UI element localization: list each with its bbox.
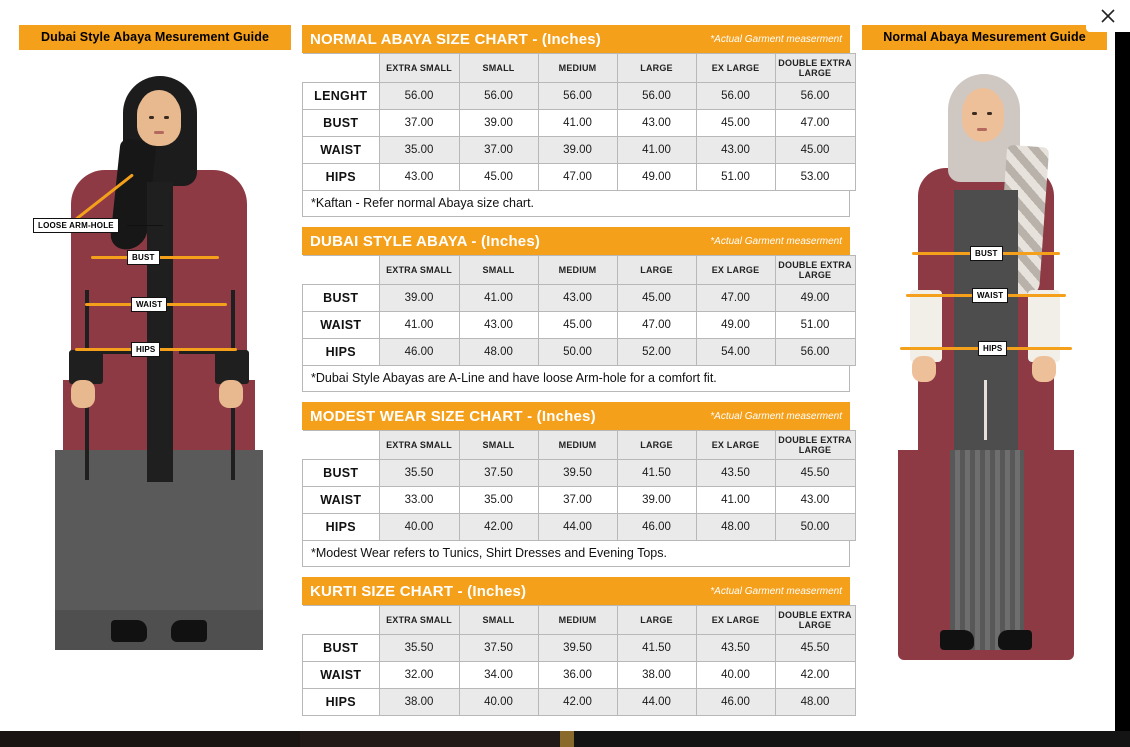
cell: 45.50 [775,635,855,662]
cell: 35.00 [459,487,538,514]
row-label: HIPS [303,514,380,541]
col-ex-large: EX LARGE [696,606,775,635]
cell: 41.50 [617,460,696,487]
abaya-hem [55,610,263,650]
row-label: WAIST [303,487,380,514]
cell: 40.00 [696,662,775,689]
row-label: BUST [303,110,380,137]
row-label: WAIST [303,137,380,164]
cell: 44.00 [538,514,617,541]
dubai-abaya-figure [19,50,291,690]
table-header-row [303,54,856,83]
table-dubai-style-abaya [302,255,856,366]
table-row [303,164,856,191]
model-hand-right [1032,356,1056,382]
col-large: LARGE [617,256,696,285]
cell: 36.00 [538,662,617,689]
callout-waist: WAIST [972,288,1008,303]
table-modest-wear [302,430,856,541]
cell: 56.00 [459,83,538,110]
col-ex-large: EX LARGE [696,256,775,285]
cell: 50.00 [775,514,855,541]
cell: 47.00 [617,312,696,339]
cell: 44.00 [617,689,696,716]
model-mouth [977,128,987,131]
strip-segment-accent [560,731,574,747]
table-corner-cell [303,256,380,285]
cell: 41.50 [617,635,696,662]
cell: 47.00 [538,164,617,191]
table-row [303,137,856,164]
cell: 51.00 [775,312,855,339]
cell: 41.00 [459,285,538,312]
cell: 43.00 [696,137,775,164]
cell: 35.00 [379,137,459,164]
row-label: HIPS [303,164,380,191]
cell: 43.00 [379,164,459,191]
col-double-extra-large: DOUBLE EXTRA LARGE [775,256,855,285]
col-ex-large: EX LARGE [696,431,775,460]
row-label: BUST [303,460,380,487]
cell: 51.00 [696,164,775,191]
cell: 56.00 [775,83,855,110]
section-header-dubai-style-abaya [302,227,850,255]
table-row [303,110,856,137]
table-row [303,460,856,487]
model-eye-right [164,116,169,119]
cell: 37.00 [459,137,538,164]
section-header-modest-wear [302,402,850,430]
row-label: WAIST [303,312,380,339]
table-corner-cell [303,606,380,635]
cell: 46.00 [696,689,775,716]
table-row [303,514,856,541]
col-double-extra-large: DOUBLE EXTRA LARGE [775,606,855,635]
abaya-sleeve-left [910,290,942,362]
strip-segment [0,731,300,747]
callout-bust: BUST [970,246,1003,261]
right-guide-column [862,25,1107,690]
model-hand-left [71,380,95,408]
table-header-row [303,431,856,460]
col-extra-small: EXTRA SMALL [379,256,459,285]
section-note: *Actual Garment measerment [710,235,842,247]
cell: 37.00 [538,487,617,514]
model-shoe-left [111,620,147,642]
cell: 48.00 [459,339,538,366]
section-note: *Actual Garment measerment [710,410,842,422]
table-corner-cell [303,54,380,83]
callout-loose-arm-hole: LOOSE ARM-HOLE [33,218,119,233]
cell: 43.00 [459,312,538,339]
cell: 43.50 [696,460,775,487]
cell: 39.00 [617,487,696,514]
table-row [303,312,856,339]
cell: 45.00 [617,285,696,312]
footnote-modest-wear: *Modest Wear refers to Tunics, Shirt Dresses and Evening Tops. [302,541,850,567]
table-row [303,339,856,366]
cell: 39.00 [459,110,538,137]
col-small: SMALL [459,606,538,635]
model-mouth [154,131,164,134]
cell: 43.50 [696,635,775,662]
col-ex-large: EX LARGE [696,54,775,83]
cell: 38.00 [617,662,696,689]
col-large: LARGE [617,431,696,460]
section-note: *Actual Garment measerment [710,585,842,597]
strip-segment [300,731,560,747]
model-shoe-right [171,620,207,642]
cell: 37.50 [459,460,538,487]
cell: 47.00 [775,110,855,137]
model-hand-right [219,380,243,408]
callout-hips: HIPS [131,342,160,357]
abaya-cuff-right [215,350,249,384]
table-kurti [302,605,856,716]
footnote-dubai-style-abaya: *Dubai Style Abayas are A-Line and have loose Arm-hole for a comfort fit. [302,366,850,392]
cell: 33.00 [379,487,459,514]
cell: 56.00 [538,83,617,110]
cell: 42.00 [775,662,855,689]
col-double-extra-large: DOUBLE EXTRA LARGE [775,54,855,83]
cell: 46.00 [617,514,696,541]
col-medium: MEDIUM [538,431,617,460]
col-double-extra-large: DOUBLE EXTRA LARGE [775,431,855,460]
cell: 54.00 [696,339,775,366]
section-header-normal-abaya [302,25,850,53]
section-title: NORMAL ABAYA SIZE CHART - (Inches) [310,30,601,48]
cell: 56.00 [617,83,696,110]
section-title: KURTI SIZE CHART - (Inches) [310,582,527,600]
cell: 45.00 [538,312,617,339]
spacer [302,567,850,577]
model-eye-right [987,112,992,115]
cell: 41.00 [538,110,617,137]
cell: 47.00 [696,285,775,312]
cell: 41.00 [696,487,775,514]
col-small: SMALL [459,431,538,460]
abaya-pleated-panel [950,450,1024,650]
cell: 35.50 [379,460,459,487]
normal-abaya-figure [862,50,1107,690]
left-panel-title: Dubai Style Abaya Mesurement Guide [19,25,291,50]
col-medium: MEDIUM [538,54,617,83]
col-large: LARGE [617,606,696,635]
col-medium: MEDIUM [538,256,617,285]
table-header-row [303,256,856,285]
cell: 49.00 [617,164,696,191]
table-row [303,635,856,662]
section-note: *Actual Garment measerment [710,33,842,45]
cell: 43.00 [775,487,855,514]
table-corner-cell [303,431,380,460]
cell: 46.00 [379,339,459,366]
cell: 50.00 [538,339,617,366]
callout-hips: HIPS [978,341,1007,356]
cell: 49.00 [696,312,775,339]
strip-segment [574,731,1130,747]
row-label: HIPS [303,339,380,366]
cell: 48.00 [696,514,775,541]
section-header-kurti [302,577,850,605]
cell: 40.00 [459,689,538,716]
col-small: SMALL [459,54,538,83]
col-extra-small: EXTRA SMALL [379,606,459,635]
cell: 41.00 [617,137,696,164]
callout-bust: BUST [127,250,160,265]
abaya-sleeve-right [1028,290,1060,362]
cell: 41.00 [379,312,459,339]
row-label: BUST [303,285,380,312]
cell: 56.00 [696,83,775,110]
cell: 39.00 [379,285,459,312]
spacer [302,392,850,402]
right-panel-title: Normal Abaya Mesurement Guide [862,25,1107,50]
cell: 32.00 [379,662,459,689]
table-row [303,487,856,514]
section-title: DUBAI STYLE ABAYA - (Inches) [310,232,541,250]
model-shoe-right [998,630,1032,650]
cell: 45.00 [775,137,855,164]
table-row [303,285,856,312]
col-medium: MEDIUM [538,606,617,635]
model-shoe-left [940,630,974,650]
cell: 43.00 [617,110,696,137]
table-normal-abaya [302,53,856,191]
left-guide-column [19,25,291,690]
cell: 35.50 [379,635,459,662]
footnote-normal-abaya: *Kaftan - Refer normal Abaya size chart. [302,191,850,217]
table-header-row [303,606,856,635]
abaya-front-placket [147,182,173,482]
cell: 53.00 [775,164,855,191]
col-extra-small: EXTRA SMALL [379,54,459,83]
col-extra-small: EXTRA SMALL [379,431,459,460]
cell: 42.00 [538,689,617,716]
table-row [303,83,856,110]
cell: 45.00 [696,110,775,137]
cell: 39.00 [538,137,617,164]
close-button[interactable] [1086,0,1130,32]
cell: 37.50 [459,635,538,662]
abaya-tassel [984,380,987,440]
cell: 48.00 [775,689,855,716]
close-icon [1098,6,1118,26]
cell: 49.00 [775,285,855,312]
table-row [303,662,856,689]
model-eye-left [972,112,977,115]
row-label: WAIST [303,662,380,689]
callout-waist: WAIST [131,297,167,312]
cell: 56.00 [775,339,855,366]
model-eye-left [149,116,154,119]
col-large: LARGE [617,54,696,83]
size-charts-column [302,25,850,716]
section-title: MODEST WEAR SIZE CHART - (Inches) [310,407,596,425]
table-row [303,689,856,716]
cell: 38.00 [379,689,459,716]
row-label: HIPS [303,689,380,716]
cell: 56.00 [379,83,459,110]
cell: 39.50 [538,460,617,487]
cell: 43.00 [538,285,617,312]
armhole-leader [127,225,163,226]
col-small: SMALL [459,256,538,285]
cell: 45.50 [775,460,855,487]
cell: 34.00 [459,662,538,689]
cell: 45.00 [459,164,538,191]
row-label: BUST [303,635,380,662]
cell: 52.00 [617,339,696,366]
page-bottom-strip [0,731,1130,747]
cell: 42.00 [459,514,538,541]
row-label: LENGHT [303,83,380,110]
cell: 39.50 [538,635,617,662]
model-hand-left [912,356,936,382]
spacer [302,217,850,227]
cell: 37.00 [379,110,459,137]
abaya-cuff-left [69,350,103,384]
cell: 40.00 [379,514,459,541]
